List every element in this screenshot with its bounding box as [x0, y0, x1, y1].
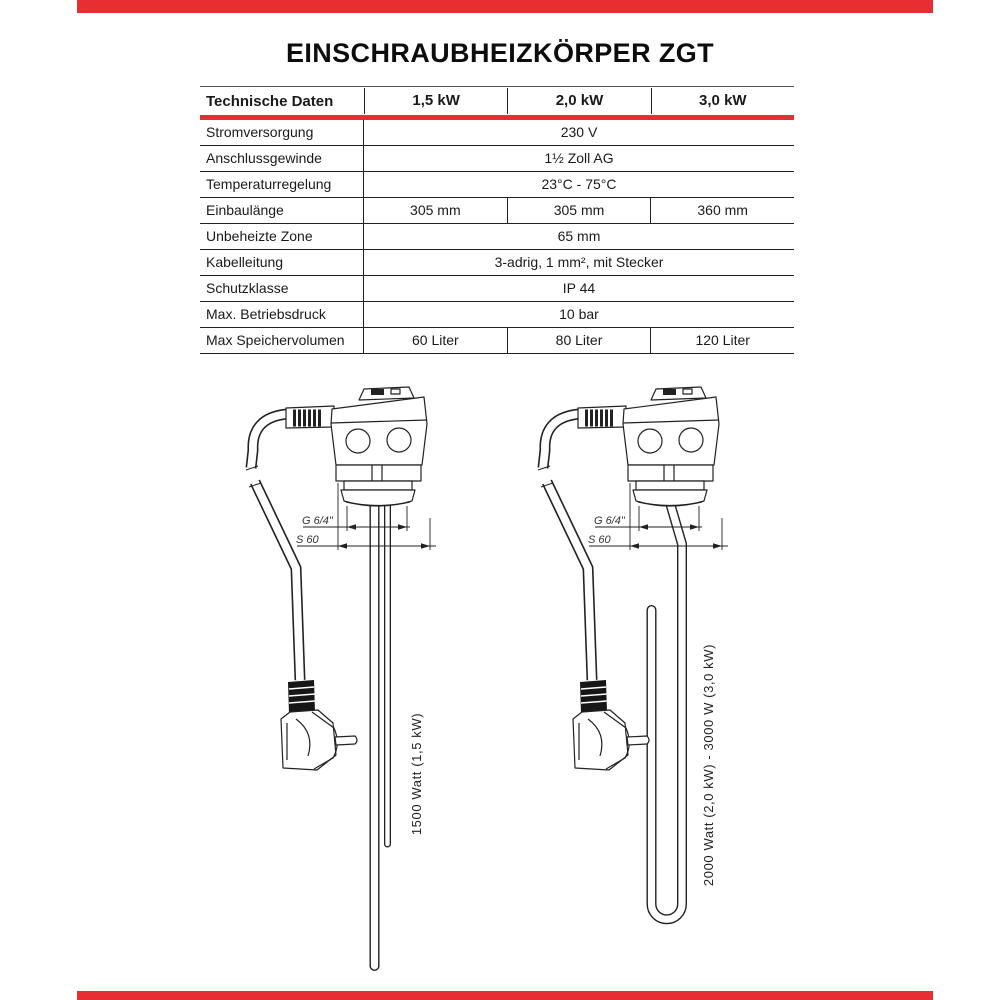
- row-label: Max. Betriebsdruck: [200, 302, 364, 327]
- power-label-right: 2000 Watt (2,0 kW) - 3000 W (3,0 kW): [701, 643, 716, 887]
- row-value: 23°C - 75°C: [541, 176, 617, 192]
- dim-label-wrench-left: S 60: [296, 534, 319, 546]
- row-value: 60 Liter: [411, 332, 459, 348]
- top-red-bar: [77, 0, 933, 13]
- row-label: Stromversorgung: [200, 120, 364, 145]
- table-header-col-2: 2,0 kW: [507, 88, 650, 114]
- thermostat-unit-right: [538, 387, 728, 770]
- row-label: Unbeheizte Zone: [200, 224, 364, 249]
- row-value: 10 bar: [559, 306, 599, 322]
- table-row: [200, 276, 794, 302]
- row-label: Max Speichervolumen: [200, 328, 364, 353]
- table-row: [200, 224, 794, 250]
- table-header-col-1: 1,5 kW: [364, 88, 507, 114]
- technical-drawings: [0, 378, 1000, 1000]
- heating-rod-left: [375, 498, 388, 966]
- row-value: 230 V: [560, 124, 598, 140]
- row-value: 80 Liter: [507, 328, 651, 353]
- row-value: 65 mm: [557, 228, 601, 244]
- table-header-label: Technische Daten: [206, 92, 334, 110]
- dim-label-thread-right: G 6/4": [594, 515, 625, 527]
- dim-label-wrench-right: S 60: [588, 534, 611, 546]
- row-value: 305 mm: [507, 198, 651, 223]
- table-header-row: [200, 87, 794, 120]
- row-label: Anschlussgewinde: [200, 146, 364, 171]
- page-title: EINSCHRAUBHEIZKÖRPER ZGT: [285, 38, 715, 68]
- row-value: 3-adrig, 1 mm², mit Stecker: [494, 254, 664, 270]
- table-row: [200, 172, 794, 198]
- row-value: 120 Liter: [650, 328, 794, 353]
- row-label: Einbaulänge: [200, 198, 364, 223]
- spec-table: [200, 86, 794, 354]
- dim-label-thread-left: G 6/4": [302, 515, 333, 527]
- row-value: 360 mm: [650, 198, 794, 223]
- table-row: [200, 302, 794, 328]
- power-label-left: 1500 Watt (1,5 kW): [409, 712, 424, 836]
- row-label: Temperaturregelung: [200, 172, 364, 197]
- thermostat-unit-left: [246, 387, 436, 770]
- bottom-red-bar: [77, 991, 933, 1000]
- row-value: 1½ Zoll AG: [544, 150, 614, 166]
- table-row: [200, 146, 794, 172]
- table-row: [200, 120, 794, 146]
- row-value: 305 mm: [410, 202, 461, 218]
- table-row: [200, 198, 794, 224]
- table-row: [200, 328, 794, 354]
- row-label: Kabelleitung: [200, 250, 364, 275]
- heating-loop-right: [652, 496, 683, 919]
- table-header-col-3: 3,0 kW: [651, 88, 794, 114]
- row-value: IP 44: [562, 280, 596, 296]
- table-row: [200, 250, 794, 276]
- row-label: Schutzklasse: [200, 276, 364, 301]
